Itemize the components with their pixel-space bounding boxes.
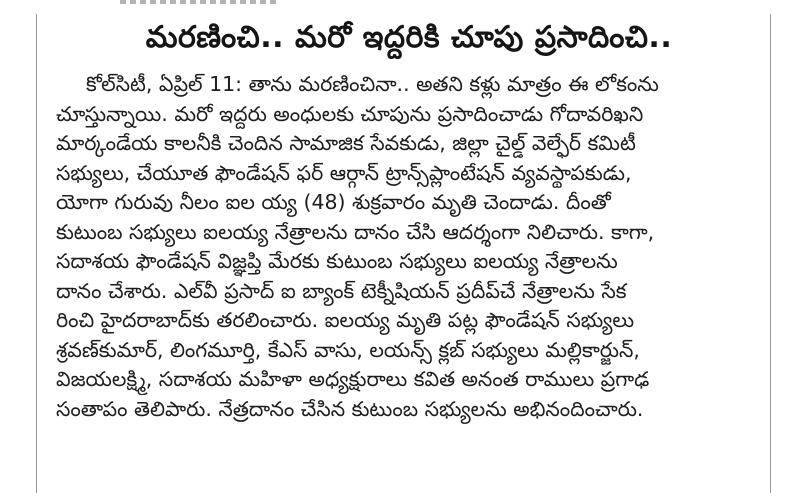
article-line: సభ్యులు, చేయూత ఫౌండేషన్ ఫర్ ఆర్గాన్ ట్రాన్స్‌ప్లాంటేషన్ వ్యవస్థాపకుడు, [56,160,632,185]
article-line: రించి హైదరాబాద్‌కు తరలించారు. ఐలయ్య మృతి పట్ల ఫౌండేషన్ సభ్యులు [56,308,635,332]
news-article [56,16,762,424]
article-line: సంతాపం తెలిపారు. నేత్రదానం చేసిన కుటుంబ సభ్యులను అభినందించారు. [56,396,644,421]
article-line: విజయలక్ష్మి, సదాశయ మహిళా అధ్యక్షురాలు కవిత అనంత రాములు ప్రగాఢ [56,367,650,391]
article-line: కుటుంబ సభ్యులు ఐలయ్య నేత్రాలను దానం చేసి ఆదర్శంగా నిలిచారు. కాగా, [56,219,655,244]
column-rule-left [36,14,37,493]
article-body [56,70,762,424]
column-rule-right [770,14,771,493]
article-line: యోగా గురువు నీలం ఐల య్య (48) శుక్రవారం మృతి చెందాడు. దీంతో [56,190,611,214]
article-line: శ్రవణ్‌కుమార్, లింగమూర్తి, కేఎస్ వాసు, లయన్స్ క్లబ్ సభ్యులు మల్లికార్జున్, [56,337,640,362]
article-headline: మరణించి.. మరో ఇద్దరికి చూపు ప్రసాదించి.. [145,20,673,55]
article-line: దానం చేశారు. ఎల్‌వీ ప్రసాద్ ఐ బ్యాంక్ టెక్నీషియన్ ప్రదీప్‌చే నేత్రాలను సేక [56,278,627,303]
article-line: సదాశయ ఫౌండేషన్ విజ్ఞప్తి మేరకు కుటుంబ సభ్యులు ఐలయ్య నేత్రాలను [56,249,618,273]
article-line: మార్కండేయ కాలనీకి చెందిన సామాజిక సేవకుడు, జిల్లా చైల్డ్ వెల్ఫేర్ కమిటీ [56,131,636,155]
clipped-previous-text [120,0,280,6]
article-line: చూస్తున్నాయి. మరో ఇద్దరు అంధులకు చూపును ప్రసాదించాడు గోదావరిఖని [56,101,644,126]
article-line: కోల్‌సిటీ, ఏప్రిల్ 11: తాను మరణించినా.. అతని కళ్లు మాత్రం ఈ లోకంను [86,72,659,96]
